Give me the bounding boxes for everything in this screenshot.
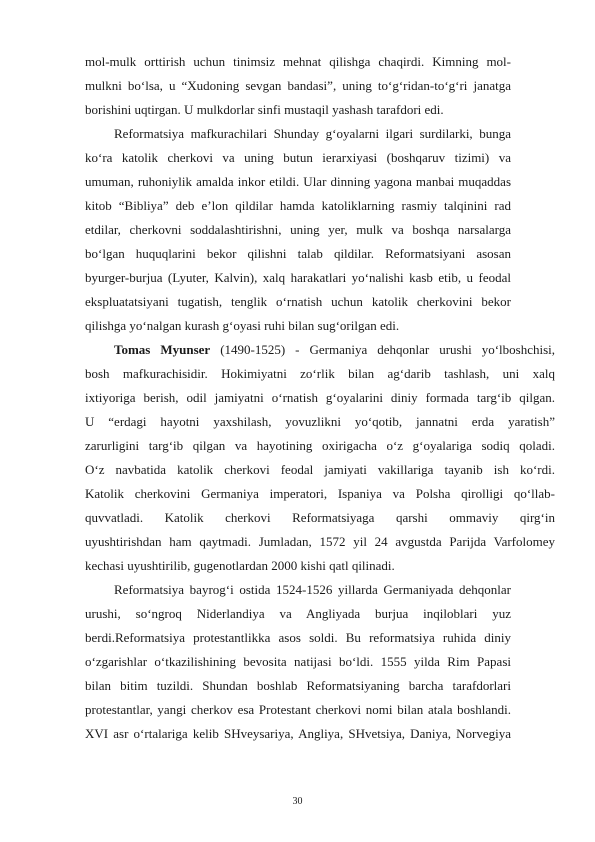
text-line: berdi.Reformatsiya protestantlikka asos soldi. Bu reformatsiya ruhida diniy bbox=[85, 630, 511, 645]
text-line: uyushtirishdan ham qaytmadi. Jumladan, 1572 yil 24 avgustda Parijda Varfolomey bbox=[85, 534, 555, 549]
text-line: Reformatsiya bayrog‘i ostida 1524-1526 yillarda Germaniyada dehqonlar bbox=[114, 582, 511, 597]
text-line: protestantlar, yangi cherkov esa Protestant cherkovi nomi bilan atala boshlandi. bbox=[85, 702, 511, 717]
text-line: Reformatsiya mafkurachilari Shunday g‘oyalarni ilgari surdilarki, bunga bbox=[114, 126, 511, 141]
text-line: ixtiyoriga berish, odil jamiyatni o‘rnatish g‘oyalarini diniy formada targ‘ib qilgan. bbox=[85, 390, 555, 405]
text-line: kitob “Bibliya” deb e’lon qildilar hamda katoliklarning rasmiy talqinini rad bbox=[85, 198, 511, 213]
page-number: 30 bbox=[292, 796, 303, 807]
text-line: zarurligini targ‘ib qilgan va hayotining oxirigacha o‘z g‘oyalariga sodiq qoladi. bbox=[85, 438, 555, 453]
text-line: urushi, so‘ngroq Niderlandiya va Angliyada burjua inqiloblari yuz bbox=[85, 606, 511, 621]
text-line: mulkni bo‘lsa, u “Xudoning sevgan bandasi”, uning to‘g‘ridan-to‘g‘ri janatga bbox=[85, 78, 511, 93]
text-line: O‘z navbatida katolik cherkovi feodal jamiyati vakillariga tayanib ish ko‘rdi. bbox=[85, 462, 555, 477]
text-line: kechasi uyushtirilib, gugenotlardan 2000 kishi qatl qilinadi. bbox=[85, 558, 395, 573]
text-line: etdilar, cherkovni soddalashtirishni, uning yer, mulk va boshqa narsalarga bbox=[85, 222, 511, 237]
text-line: ko‘ra katolik cherkovi va uning butun ierarxiyasi (boshqaruv tizimi) va bbox=[85, 150, 511, 165]
text-line: bilan bitim tuzildi. Shundan boshlab Reformatsiyaning barcha tarafdorlari bbox=[85, 678, 511, 693]
text-line bbox=[114, 338, 555, 362]
text-line: Katolik cherkovini Germaniya imperatori, Ispaniya va Polsha qirolligi qo‘llab- bbox=[85, 486, 555, 501]
text-line: o‘zgarishlar o‘tkazilishining bevosita natijasi bo‘ldi. 1555 yilda Rim Papasi bbox=[85, 654, 511, 669]
person-name: Tomas Myunser bbox=[114, 342, 211, 357]
text-line: mol-mulk orttirish uchun tinimsiz mehnat qilishga chaqirdi. Kimning mol- bbox=[85, 54, 511, 69]
text-line: bosh mafkurachisidir. Hokimiyatni zo‘rlik bilan ag‘darib tashlash, uni xalq bbox=[85, 366, 555, 381]
text-line: qilishga yo‘nalgan kurash g‘oyasi ruhi bilan sug‘orilgan edi. bbox=[85, 318, 400, 333]
text-fragment: (1490-1525) - Germaniya dehqonlar urushi yo‘lboshchisi, bbox=[220, 342, 555, 357]
text-line: quvvatladi. Katolik cherkovi Reformatsiyaga qarshi ommaviy qirg‘in bbox=[85, 510, 555, 525]
text-line: bo‘lgan huquqlarini bekor qilishni talab qildilar. Reformatsiyani asosan bbox=[85, 246, 511, 261]
text-line: byurger-burjua (Lyuter, Kalvin), xalq harakatlari yo‘nalishi kasb etib, u feodal bbox=[85, 270, 511, 285]
text-line: borishini uqtirgan. U mulkdorlar sinfi mustaqil yashash tarafdori edi. bbox=[85, 102, 444, 117]
text-line: ekspluatatsiyani tugatish, tenglik o‘rnatish uchun katolik cherkovini bekor bbox=[85, 294, 511, 309]
text-line: umuman, ruhoniylik amalda inkor etildi. Ular dinning yagona manbai muqaddas bbox=[85, 174, 511, 189]
text-line: U “erdagi hayotni yaxshilash, yovuzlikni yo‘qotib, jannatni erda yaratish” bbox=[85, 414, 555, 429]
text-line: XVI asr o‘rtalariga kelib SHveysariya, Angliya, SHvetsiya, Daniya, Norvegiya bbox=[85, 726, 511, 741]
